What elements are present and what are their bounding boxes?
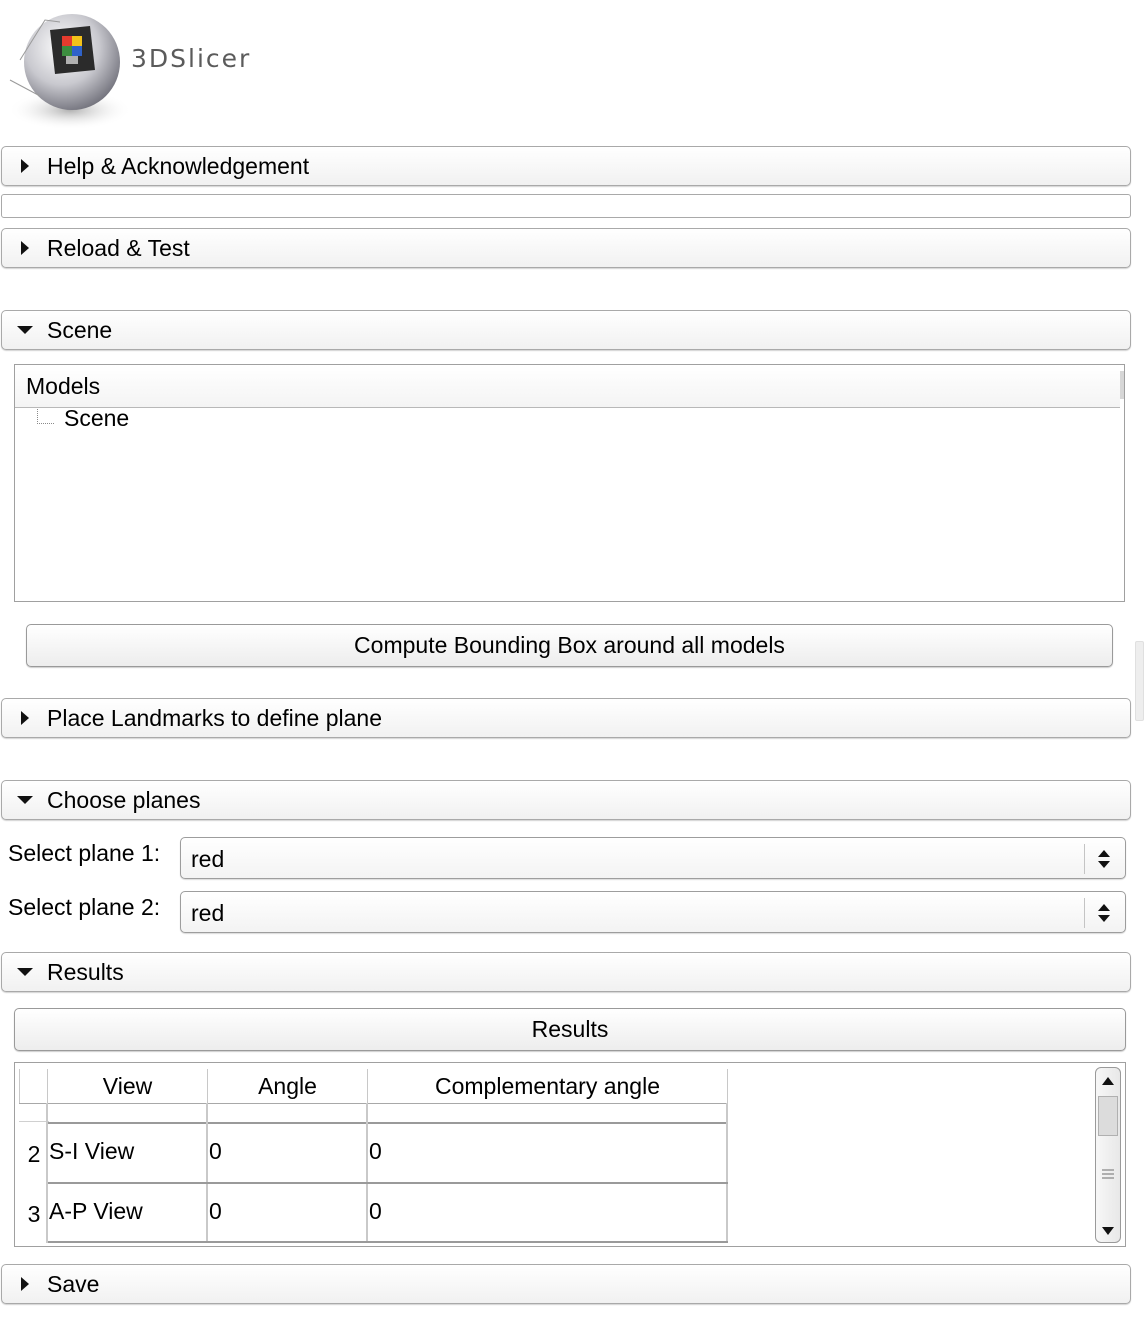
landmarks-section-header[interactable]	[1, 698, 1131, 738]
scroll-grip-icon	[1099, 1166, 1117, 1184]
row-divider	[19, 1121, 49, 1122]
reload-section-header[interactable]	[1, 228, 1131, 268]
collapsed-arrow-icon	[16, 1275, 34, 1293]
panel-splitter-handle[interactable]	[1135, 641, 1144, 721]
choose-planes-section-header[interactable]	[1, 780, 1131, 820]
cell-angle[interactable]: 0	[209, 1138, 222, 1164]
save-section-header[interactable]	[1, 1264, 1131, 1304]
combo-separator	[1084, 898, 1085, 928]
blank-panel	[1, 194, 1131, 218]
compute-bounding-box-button[interactable]: Compute Bounding Box around all models	[26, 624, 1113, 667]
grid-line	[206, 1103, 208, 1243]
collapsed-arrow-icon	[16, 157, 34, 175]
vertical-scrollbar[interactable]	[1095, 1067, 1121, 1243]
help-section-header[interactable]	[1, 146, 1131, 186]
up-down-arrows-icon	[1093, 901, 1115, 925]
tree-item-scene[interactable]: Scene	[64, 405, 130, 431]
reload-section-label: Reload & Test	[47, 235, 190, 261]
tree-branch-line	[37, 409, 54, 424]
grid-line	[366, 1103, 368, 1243]
choose-planes-section-label: Choose planes	[47, 787, 201, 813]
expanded-arrow-icon	[16, 963, 34, 981]
column-header-angle[interactable]: Angle	[208, 1069, 368, 1103]
cell-view[interactable]: S-I View	[49, 1138, 135, 1164]
logo-text: 3DSlicer	[131, 44, 252, 73]
plane1-label: Select plane 1:	[8, 840, 161, 866]
models-header-label: Models	[26, 373, 101, 399]
expanded-arrow-icon	[16, 791, 34, 809]
cell-angle[interactable]: 0	[209, 1198, 222, 1224]
header-divider	[19, 1103, 728, 1104]
models-tree[interactable]	[14, 364, 1125, 602]
row-number: 2	[27, 1141, 41, 1167]
up-down-arrows-icon	[1093, 847, 1115, 871]
plane2-label: Select plane 2:	[8, 894, 161, 920]
row-divider	[48, 1182, 728, 1184]
column-header-complementary-angle[interactable]: Complementary angle	[368, 1069, 728, 1103]
header-resize-handle[interactable]	[1120, 371, 1124, 399]
save-section-label: Save	[47, 1271, 100, 1297]
collapsed-arrow-icon	[16, 239, 34, 257]
cell-view[interactable]: A-P View	[49, 1198, 143, 1224]
grid-line	[726, 1103, 728, 1243]
combo-separator	[1084, 844, 1085, 874]
landmarks-section-label: Place Landmarks to define plane	[47, 705, 382, 731]
scene-section-header[interactable]	[1, 310, 1131, 350]
plane2-value: red	[191, 900, 225, 926]
row-header-corner	[19, 1069, 48, 1103]
results-table[interactable]	[14, 1062, 1126, 1247]
row-number: 3	[27, 1201, 41, 1227]
cell-complementary-angle[interactable]: 0	[369, 1198, 382, 1224]
plane1-select[interactable]	[180, 837, 1126, 879]
scene-section-label: Scene	[47, 317, 113, 343]
column-header-view[interactable]: View	[48, 1069, 208, 1103]
results-section-label: Results	[47, 959, 124, 985]
results-button[interactable]: Results	[14, 1008, 1126, 1051]
row-divider	[48, 1122, 728, 1124]
scroll-up-arrow-icon[interactable]	[1099, 1074, 1117, 1088]
row-divider	[48, 1241, 728, 1243]
help-section-label: Help & Acknowledgement	[47, 153, 310, 179]
plane2-select[interactable]	[180, 891, 1126, 933]
collapsed-arrow-icon	[16, 709, 34, 727]
models-tree-header[interactable]	[15, 365, 1120, 408]
expanded-arrow-icon	[16, 321, 34, 339]
scroll-down-arrow-icon[interactable]	[1099, 1224, 1117, 1238]
results-section-header[interactable]	[1, 952, 1131, 992]
cell-complementary-angle[interactable]: 0	[369, 1138, 382, 1164]
plane1-value: red	[191, 846, 225, 872]
scroll-thumb[interactable]	[1098, 1096, 1118, 1136]
